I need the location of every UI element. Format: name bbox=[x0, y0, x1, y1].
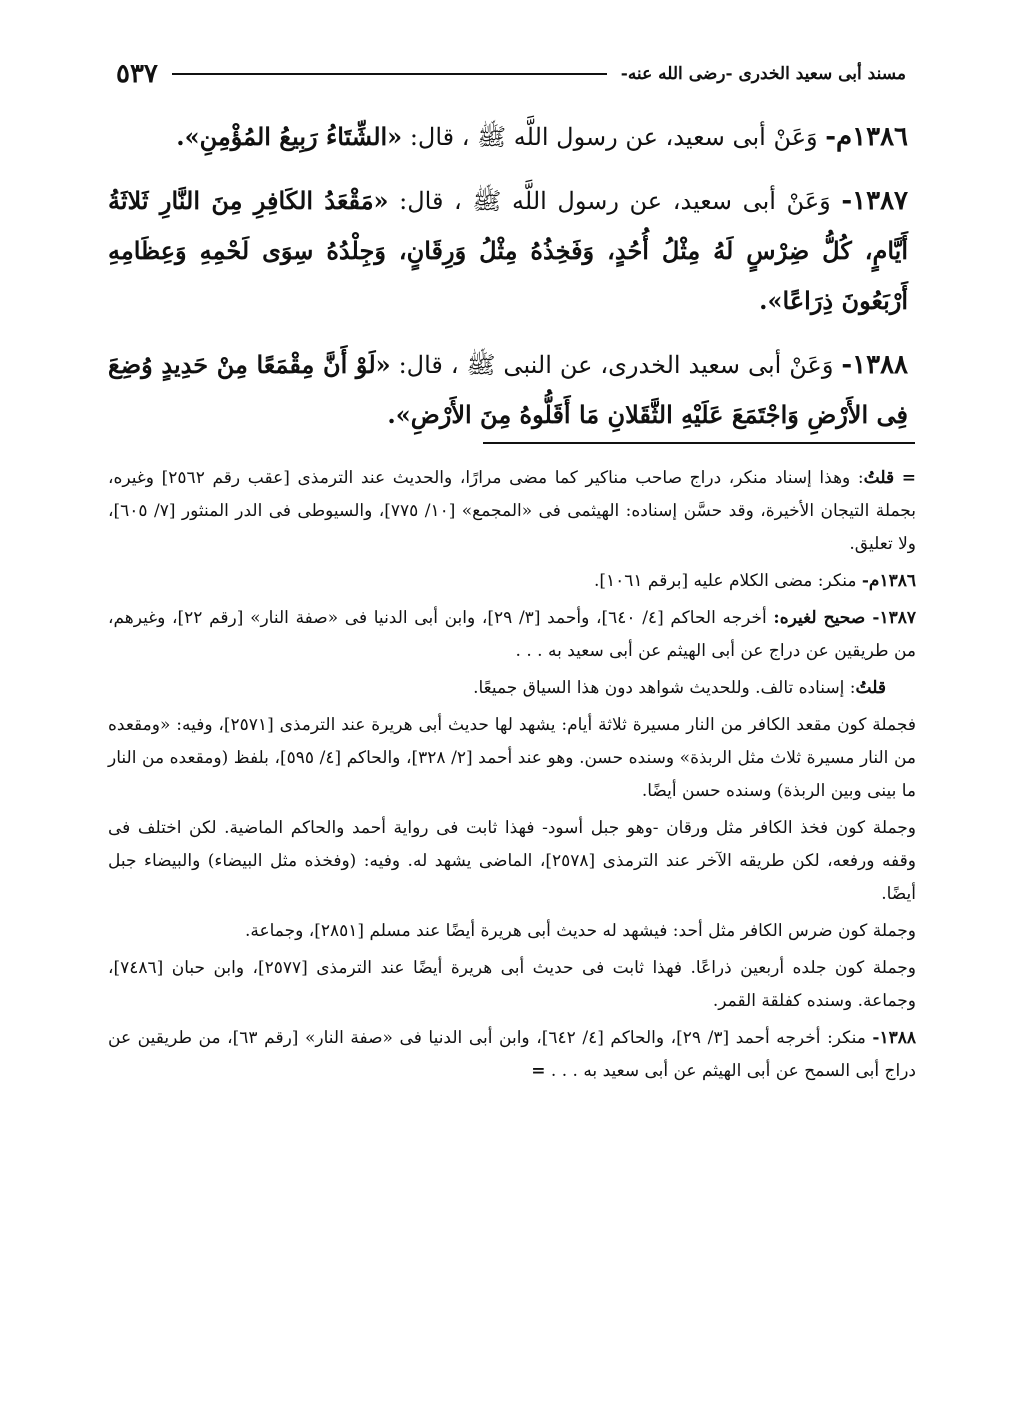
note-1387 bbox=[108, 602, 916, 668]
header-rule bbox=[172, 73, 607, 75]
note-1388 bbox=[108, 1022, 916, 1088]
note-label: قلتُ bbox=[863, 468, 895, 488]
note-paragraph: وجملة كون فخذ الكافر مثل ورقان -وهو جبل أسود- فهذا ثابت فى رواية أحمد والحاكم الماضية. لكن اختلف فى وقفه ورفعه، لكن طريقه الآخر عند الترمذى [٢٥٧٨]، الماضى يشهد له. وفيه: (وفخذه مثل البيضاء) والبيضاء جبل أيضًا. bbox=[108, 818, 916, 904]
footnotes bbox=[108, 462, 916, 1092]
hadith-isnad: وَعَنْ أبى سعيد، عن رسول اللَّه ﷺ ، قال: bbox=[402, 123, 826, 151]
hadith-number: ١٣٨٨- bbox=[841, 350, 908, 380]
note-paragraph: وجملة كون جلده أربعين ذراعًا. فهذا ثابت فى حديث أبى هريرة أيضًا عند الترمذى [٢٥٧٧]، وابن حبان [٧٤٨٦]، وجماعة. وسنده كفلقة القمر. bbox=[108, 958, 916, 1011]
hadith-matn: «مَقْعَدُ الكَافِرِ مِنَ النَّارِ ثَلاثَةُ أَيَّامٍ، كُلُّ ضِرْسٍ لَهُ مِثْلُ أُحُدٍ، وَفَخِذُهُ مِثْلُ وَرِقَانٍ، وَجِلْدُهُ سِوَى لَحْمِهِ وَعِظَامِهِ أَرْبَعُونَ ذِرَاعًا». bbox=[108, 186, 908, 315]
note-number: ١٣٨٦م- bbox=[861, 571, 916, 591]
note-text: : إسناده تالف. وللحديث شواهد دون هذا السياق جميعًا. bbox=[473, 678, 856, 698]
note-1386m bbox=[108, 565, 916, 598]
hadith-number: ١٣٨٦م- bbox=[825, 122, 908, 152]
hadith-text bbox=[108, 112, 908, 454]
page-header bbox=[108, 56, 906, 92]
continuation-marker: = bbox=[901, 468, 916, 488]
note-grade: صحيح لغيره: bbox=[773, 608, 873, 628]
note-text: منكر: مضى الكلام عليه [برقم ١٠٦١]. bbox=[593, 571, 862, 591]
note-number: ١٣٨٨- bbox=[872, 1028, 916, 1048]
hadith-matn: «الشِّتَاءُ رَبِيعُ المُؤْمِنِ». bbox=[176, 122, 403, 151]
note-paragraph: فجملة كون مقعد الكافر من النار مسيرة ثلاثة أيام: يشهد لها حديث أبى هريرة عند الترمذى [٢٥٧١]، وفيه: «ومقعده من النار مسيرة ثلاث مثل الربذة» وسنده حسن. وهو عند أحمد [٢/ ٣٢٨]، والحاكم [٤/ ٥٩٥]، بلفظ (ومقعده من النار ما بينى وبين الربذة) وسنده حسن أيضًا. bbox=[108, 715, 917, 801]
note-label: قلتُ bbox=[855, 678, 886, 698]
note-paragraph: وجملة كون ضرس الكافر مثل أحد: فيشهد له حديث أبى هريرة أيضًا عند مسلم [٢٨٥١]، وجماعة. bbox=[244, 921, 916, 941]
hadith-1388 bbox=[108, 340, 908, 440]
footnote-divider bbox=[483, 442, 915, 444]
note-number: ١٣٨٧- bbox=[872, 608, 916, 628]
hadith-1387 bbox=[108, 176, 908, 326]
hadith-number: ١٣٨٧- bbox=[841, 186, 908, 216]
note-continuation bbox=[108, 462, 916, 561]
note-text: : وهذا إسناد منكر، دراج صاحب مناكير كما مضى مرارًا، والحديث عند الترمذى [عقب رقم ٢٥٦٢] وغيره، بجملة التيجان الأخيرة، وقد حسَّن إسناده: الهيثمى فى «المجمع» [١٠/ ٧٧٥]، والسيوطى فى الدر المنثور [٧/ ٦٠٥]، ولا تعليق. bbox=[108, 468, 917, 554]
hadith-isnad: وَعَنْ أبى سعيد الخدرى، عن النبى ﷺ ، قال: bbox=[390, 351, 842, 379]
page-number: ٥٣٧ bbox=[116, 59, 158, 89]
note-1387-comment bbox=[108, 672, 916, 705]
hadith-1386m bbox=[108, 112, 908, 162]
continuation-marker: = bbox=[531, 1061, 546, 1081]
hadith-isnad: وَعَنْ أبى سعيد، عن رسول اللَّه ﷺ ، قال: bbox=[388, 187, 842, 215]
note-text: منكر: أخرجه أحمد [٣/ ٢٩]، والحاكم [٤/ ٦٤٢]، وابن أبى الدنيا فى «صفة النار» [رقم ٦٣]، من طريقين عن دراج أبى السمح عن أبى الهيثم عن أبى سعيد به . . . bbox=[108, 1028, 916, 1081]
note-text: أخرجه الحاكم [٤/ ٦٤٠]، وأحمد [٣/ ٢٩]، وابن أبى الدنيا فى «صفة النار» [رقم ٢٢]، وغيرهم، من طريقين عن دراج عن أبى الهيثم عن أبى سعيد به . . . bbox=[108, 608, 916, 661]
hadith-matn: «لَوْ أَنَّ مِقْمَعًا مِنْ حَدِيدٍ وُضِعَ فِى الأَرْضِ وَاجْتَمَعَ عَلَيْهِ الثَّقَلانِ مَا أَقَلُّوهُ مِنَ الأَرْضِ». bbox=[108, 350, 908, 429]
running-title: مسند أبى سعيد الخدرى -رضى الله عنه- bbox=[620, 64, 906, 84]
